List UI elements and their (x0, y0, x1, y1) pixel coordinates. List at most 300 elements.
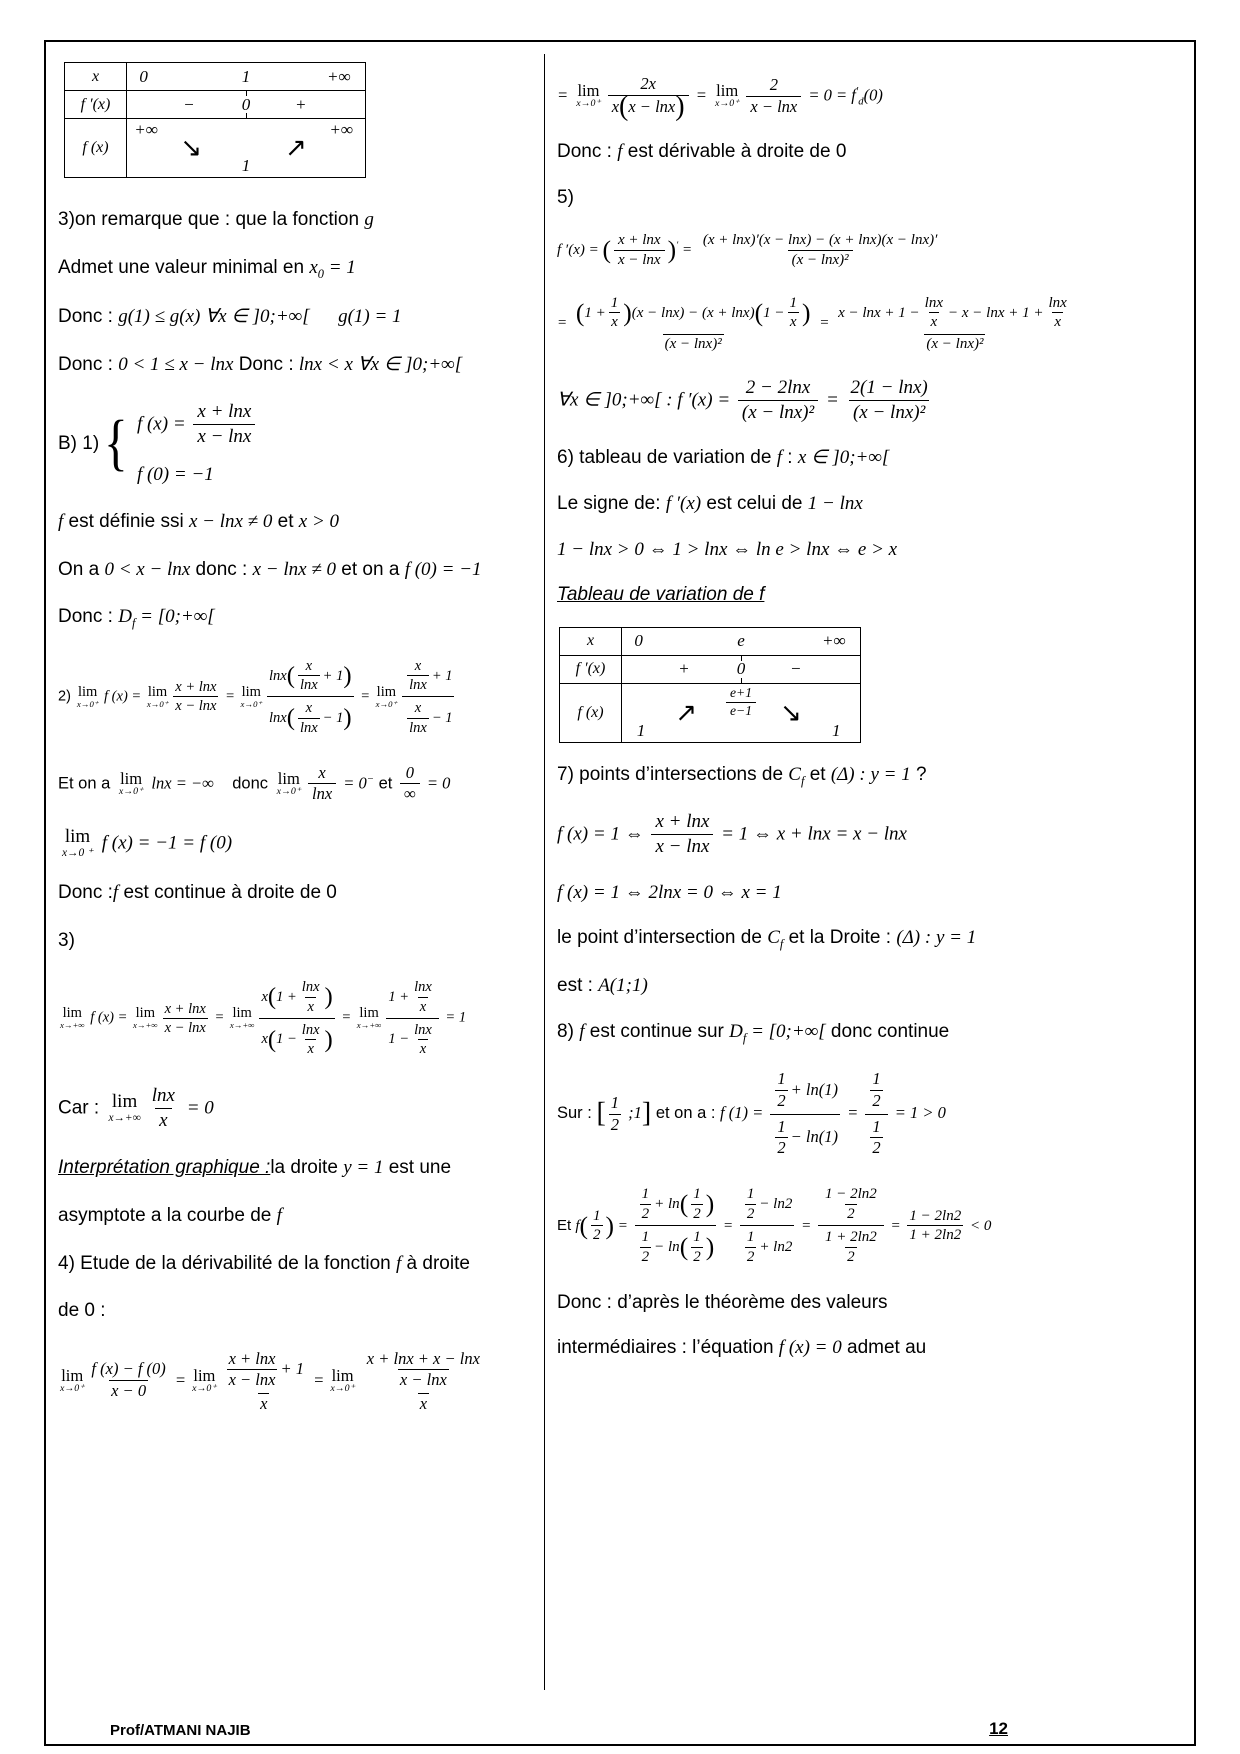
math-text: = (797, 1217, 815, 1234)
big-delimiter: ) (705, 1232, 715, 1262)
f-value-right (329, 120, 353, 140)
math-text: g (364, 209, 374, 230)
limit-subscript: x→+∞ (356, 1020, 382, 1031)
fraction-numerator (300, 1021, 322, 1039)
math-text: 1 (641, 1229, 650, 1246)
limit-subscript: x→0⁺ (576, 98, 601, 110)
limit-operator (277, 770, 301, 798)
inequality-chain (557, 536, 1186, 564)
fraction (574, 292, 813, 354)
limit-operator (330, 1367, 354, 1395)
text: et on a (336, 558, 405, 580)
fraction (818, 1183, 884, 1269)
fraction-denominator (173, 696, 218, 715)
big-delimiter: ) (667, 235, 677, 265)
math-text: f (0) = −1 (136, 463, 214, 485)
fraction-denominator (258, 1393, 269, 1415)
math-text: f (x) = −1 = f (0) (97, 832, 233, 854)
math-text: 1 (693, 1229, 701, 1246)
math-text: g(1) ≤ g(x) ∀x ∈ ]0;+∞[ g(1) = 1 (118, 306, 402, 328)
fraction-denominator (402, 696, 454, 738)
limit-subscript: x→0⁺ (714, 98, 740, 110)
limit-operator (60, 1006, 85, 1031)
fraction-numerator (770, 1067, 840, 1113)
fraction-denominator (845, 1204, 857, 1224)
math-text: C (788, 763, 801, 785)
fraction-numerator (304, 699, 314, 717)
limit-label: lim (62, 1004, 82, 1021)
math-text: lnx (299, 677, 318, 694)
math-text: 2 (847, 1249, 855, 1265)
math-text: lnx (924, 294, 943, 311)
big-delimiter: ( (267, 983, 277, 1011)
math-text: D (729, 1020, 743, 1042)
fraction (400, 763, 420, 805)
math-text: f (617, 141, 623, 163)
fraction-denominator (865, 1114, 887, 1161)
text: Donc : (58, 882, 113, 904)
fraction-denominator (775, 1137, 787, 1159)
fraction (259, 976, 334, 1060)
math-text: = (221, 688, 239, 705)
math-text: x (419, 998, 427, 1015)
math-text: f (x) = 0 (778, 1337, 842, 1359)
fraction (907, 1207, 963, 1246)
cell-value: 0 (241, 94, 251, 114)
math-text: = (356, 688, 374, 705)
lim-lnx-line (58, 761, 538, 807)
math-text: x > 0 (298, 511, 340, 533)
math-text: f (800, 773, 805, 788)
fraction (298, 699, 320, 736)
arrow-up-icon: ↗ (675, 697, 698, 728)
text: est dérivable à droite de 0 (622, 141, 847, 163)
math-text: − ln (654, 1239, 680, 1256)
text: Donc : (557, 141, 618, 163)
text: 3)on remarque que : que la fonction (58, 209, 365, 230)
fraction-denominator (608, 90, 689, 122)
math-text: (x − lnx)² (664, 336, 722, 353)
text: B) 1) (58, 432, 100, 454)
math-text: = 0 (422, 773, 451, 793)
text: et (272, 511, 299, 533)
limit-subscript: x→+∞ (229, 1020, 255, 1031)
fraction-denominator (418, 997, 428, 1016)
limit-operator (241, 685, 262, 710)
fraction-denominator (663, 334, 724, 354)
fraction-denominator (407, 718, 429, 737)
math-text: x − lnx (175, 698, 217, 715)
row-label-x: x (560, 628, 622, 655)
limit-subscript: x→+∞ (108, 1111, 141, 1124)
math-text: f (1) = (720, 1103, 768, 1123)
fraction-numerator (870, 1069, 882, 1090)
row-label-fp: f ′(x) (560, 656, 622, 683)
text: est continue à droite de 0 (118, 882, 337, 904)
math-text: f (131, 616, 136, 631)
page-number: 12 (989, 1719, 1008, 1738)
graphic-interpretation-line (58, 1154, 538, 1182)
math-text: (Δ) : y = 1 (896, 927, 977, 949)
variation-table-g (64, 62, 366, 178)
fraction-numerator (402, 763, 418, 784)
row-cells-f (622, 684, 860, 742)
math-text: ;1 (624, 1103, 642, 1123)
system-row (137, 398, 258, 451)
fraction-numerator (227, 1349, 278, 1370)
fraction-numerator (148, 1084, 179, 1108)
limit-operator (230, 1006, 255, 1031)
math-text: lnx (414, 1021, 432, 1038)
row-cells-x (127, 63, 365, 90)
fraction-denominator (386, 1018, 438, 1060)
min-value-line (58, 254, 538, 284)
text: à droite (401, 1252, 470, 1274)
math-text: x (159, 1109, 168, 1131)
math-text: = 0 (181, 1097, 214, 1119)
fraction-numerator (314, 763, 329, 784)
fraction-denominator (635, 1225, 717, 1269)
math-text: f (575, 1217, 580, 1234)
fraction-denominator (298, 718, 320, 737)
fraction-denominator (907, 1225, 963, 1245)
math-text: 2 (769, 74, 778, 94)
tvi-line-1 (557, 1289, 1186, 1317)
text: est une (383, 1157, 452, 1179)
text: est celui de (701, 492, 808, 514)
math-text: x + lnx (197, 401, 252, 423)
fraction-denominator (870, 1137, 882, 1159)
math-text: − ln(1) (790, 1127, 838, 1147)
fraction-numerator (823, 1228, 879, 1247)
fraction-numerator (365, 1349, 482, 1370)
math-text: f (779, 937, 784, 952)
math-text: e−1 (729, 702, 753, 718)
math-text: 2 (872, 1138, 881, 1158)
fraction-numerator (691, 1185, 703, 1204)
math-text: x − lnx (628, 96, 676, 116)
derivable-right-line (557, 138, 1186, 166)
math-text: 1 − 2ln2 (824, 1185, 877, 1202)
fraction (412, 978, 434, 1015)
math-text: e+1 (729, 684, 753, 700)
math-text: lnx (269, 667, 287, 684)
big-delimiter: ( (679, 1232, 689, 1262)
math-text: 1 + 2ln2 (909, 1227, 962, 1244)
math-text: 1 + 2ln2 (824, 1229, 877, 1246)
fraction (609, 1093, 621, 1135)
text: donc continue (825, 1020, 950, 1042)
math-text: = (614, 1217, 632, 1234)
math-text: = (691, 85, 711, 105)
math-text: x − lnx ≠ 0 (188, 511, 273, 533)
math-text: − ln2 (759, 1195, 793, 1212)
table-row-fp (65, 91, 365, 119)
fraction (386, 976, 438, 1060)
fraction-denominator (163, 1018, 208, 1037)
math-text: x (318, 762, 326, 782)
item-4-label-continued (58, 1297, 538, 1325)
text: et on a : (651, 1104, 721, 1123)
math-text: (x − lnx)² (741, 401, 815, 423)
text: ? (910, 763, 927, 785)
math-text: − 1 (431, 709, 453, 726)
remark-3 (58, 206, 538, 234)
fraction (770, 1067, 840, 1161)
cell-value: + (678, 659, 690, 679)
fraction-denominator (418, 1393, 429, 1415)
math-text: + 1 (431, 667, 453, 684)
limit-operator (376, 685, 397, 710)
math-text: = (719, 1217, 737, 1234)
fraction-denominator (651, 834, 713, 859)
math-text: = [0;+∞[ (135, 606, 215, 628)
fraction-denominator (745, 1247, 757, 1267)
math-text: ∞ (403, 784, 416, 804)
big-delimiter: ( (754, 297, 764, 327)
math-text: 1 − lnx (807, 492, 863, 514)
limit-label: lim (193, 1365, 216, 1385)
fraction (746, 75, 801, 117)
math-text: (x + lnx)′(x − lnx) − (x + lnx)(x − lnx)′ (702, 232, 938, 249)
fraction-denominator (591, 1225, 603, 1245)
math-text: f (776, 447, 782, 469)
math-text: lnx (269, 709, 287, 726)
big-delimiter: ) (324, 1025, 333, 1053)
derivative-expansion (557, 290, 1186, 356)
limit-subscript: x→+∞ (60, 1020, 85, 1031)
fraction-numerator (173, 678, 218, 696)
fraction-denominator (267, 696, 354, 738)
fraction-numerator (651, 810, 713, 834)
math-text: f (x) = (86, 1010, 132, 1027)
fraction-denominator (305, 1039, 315, 1058)
big-delimiter: ( (286, 661, 295, 689)
math-text: (x − lnx)² (791, 251, 849, 268)
limit-label: lim (241, 683, 261, 700)
fraction-numerator (413, 699, 423, 717)
big-delimiter: ) (343, 661, 352, 689)
math-text: = (170, 1369, 191, 1389)
fraction-denominator (155, 1108, 171, 1133)
footer-author: Prof/ATMANI NAJIB (110, 1722, 251, 1739)
math-text: x − 0 (111, 1381, 147, 1401)
math-text: x (309, 256, 318, 278)
fraction-denominator (818, 1225, 884, 1269)
fraction-denominator (259, 1018, 334, 1060)
fraction (745, 1185, 757, 1224)
math-text: x (419, 1393, 428, 1413)
fraction-denominator (400, 783, 420, 805)
fraction (1046, 294, 1068, 333)
asymptote-line (58, 1202, 538, 1230)
math-text: 1 (241, 156, 251, 175)
fraction-numerator (726, 685, 756, 702)
tick-mark (246, 91, 247, 96)
math-text: lnx (301, 979, 320, 996)
limit-label: lim (359, 1004, 379, 1021)
intersection-equation-1 (557, 808, 1186, 861)
math-text: 2 (746, 1249, 755, 1265)
math-text: x (307, 1040, 314, 1057)
underlined-heading: Interprétation graphique : (58, 1157, 271, 1179)
cell-value: + (294, 94, 307, 114)
math-text: x (611, 96, 620, 116)
math-text: 0 < x − lnx (104, 558, 191, 580)
limit-subscript: x→0⁺ (240, 698, 263, 709)
fraction (699, 231, 942, 270)
big-delimiter: ) (705, 1188, 715, 1218)
fraction (300, 1021, 322, 1058)
fraction (89, 1359, 167, 1401)
big-delimiter: ) (343, 704, 352, 732)
limit-subscript: x→0⁺ (118, 786, 144, 797)
math-text: f (396, 1252, 402, 1274)
item-5-label (557, 184, 1186, 212)
fraction (823, 1228, 879, 1267)
math-text: C (767, 927, 780, 949)
limit-subscript: x→0⁺ (60, 1382, 85, 1394)
big-delimiter: ( (602, 235, 611, 265)
math-text: x (930, 314, 938, 331)
math-text: f (x) = (100, 688, 145, 705)
fraction-numerator (745, 1185, 757, 1204)
limit-operator (133, 1006, 158, 1031)
fraction-numerator (267, 655, 354, 696)
fraction (407, 657, 429, 694)
text: de 0 : (58, 1300, 106, 1322)
fraction (775, 1117, 787, 1159)
derivative-limit-result (557, 72, 1186, 120)
text: 6) tableau de variation de (557, 447, 777, 469)
fraction-denominator (849, 400, 929, 425)
table-row-fp (560, 656, 860, 684)
big-delimiter: ( (619, 90, 629, 122)
fraction-numerator (609, 294, 621, 313)
big-delimiter: ( (575, 297, 585, 327)
derivative-quotient-rule (557, 229, 1186, 272)
math-text: 1 (746, 1185, 755, 1202)
limit-operator (147, 685, 168, 710)
fraction-numerator (640, 1228, 652, 1247)
limit-operator (576, 82, 600, 110)
superscript (367, 773, 374, 785)
cell-value: − (183, 94, 195, 114)
tick-mark (741, 678, 742, 683)
tvi-line-2 (557, 1334, 1186, 1362)
limit-label: lim (77, 683, 98, 700)
fraction (870, 1117, 882, 1159)
math-text: f ′(x) = (557, 242, 603, 259)
math-text: = (842, 1103, 863, 1123)
big-delimiter: ( (286, 704, 295, 732)
limit-label: lim (277, 768, 300, 788)
cell-value: 0 (139, 66, 148, 86)
math-text: lnx (414, 979, 432, 996)
math-text: ′ (676, 240, 679, 252)
math-text: ′ (855, 84, 859, 97)
derivative-simplified (557, 374, 1186, 427)
fraction-numerator (923, 294, 945, 313)
f-value-right (832, 721, 841, 741)
math-text: 0 < 1 ≤ x − lnx (118, 353, 234, 375)
fraction-numerator (823, 1185, 879, 1204)
math-text: ∀x ∈ ]0;+∞[ : f ′(x) = (557, 389, 735, 411)
text: admet au (841, 1337, 927, 1359)
row-cells-fp (127, 91, 365, 118)
fraction-numerator (163, 1000, 208, 1018)
big-delimiter: ] (641, 1097, 652, 1129)
fraction-denominator (640, 1247, 652, 1267)
math-text: x (305, 658, 313, 675)
math-text: +∞ (329, 120, 353, 139)
text: Admet une valeur minimal en (58, 256, 310, 278)
math-text: x + lnx + x − lnx (366, 1348, 480, 1368)
math-text: 1 + (584, 304, 606, 321)
fraction (163, 1000, 208, 1037)
system-brace-icon: { (104, 409, 128, 478)
text: est continue sur (584, 1020, 730, 1042)
text: et (374, 774, 397, 793)
fraction (870, 1069, 882, 1111)
fraction (609, 294, 621, 333)
sign-line (557, 490, 1186, 518)
right-column (545, 54, 1190, 1690)
arrow-down-icon: ↘ (180, 133, 203, 163)
interval-and-f1 (557, 1065, 1186, 1163)
math-text: 1 (593, 1207, 601, 1224)
limit-label: lim (376, 683, 397, 700)
limit-label: lim (577, 80, 600, 100)
cell-value: +∞ (822, 631, 846, 651)
fraction-numerator (847, 376, 932, 400)
car-limit-line (58, 1082, 538, 1135)
math-text: < 0 (966, 1217, 992, 1234)
limit-result-line (58, 827, 538, 859)
big-delimiter: ) (675, 90, 685, 122)
math-text: 1 (872, 1116, 881, 1136)
math-text: 1 (777, 1116, 786, 1136)
math-text: lnx (301, 1021, 320, 1038)
system-rows (137, 398, 258, 488)
math-text: 2 (777, 1090, 786, 1110)
fraction-numerator (259, 976, 334, 1017)
math-text: 1 (746, 1229, 755, 1246)
fraction-numerator (787, 294, 799, 313)
math-text: 1 − (388, 1031, 410, 1048)
page-footer (46, 1719, 1194, 1739)
math-text: f (x) = 1 ⇔ 2lnx = 0 ⇔ x = 1 (557, 881, 782, 903)
math-text: 1 − (276, 1031, 297, 1048)
math-text: = 1 (441, 1010, 467, 1027)
math-text: x (419, 1040, 427, 1057)
math-text: x − lnx (750, 96, 798, 116)
limit-label: lim (64, 825, 91, 847)
fraction-numerator (745, 1228, 757, 1247)
limit-subscript: x→0⁺ (146, 698, 169, 709)
math-text: 2x (640, 74, 656, 93)
system-row (137, 461, 258, 489)
fraction-denominator (745, 1204, 757, 1224)
fraction-denominator (305, 997, 315, 1016)
fraction-numerator (836, 292, 1074, 335)
row-cells-x (622, 628, 860, 655)
limit-operator (192, 1367, 216, 1395)
text: donc : (190, 558, 253, 580)
fraction-numerator (742, 376, 815, 400)
math-text: 0 (405, 762, 414, 782)
math-text: 2 (777, 1138, 786, 1158)
